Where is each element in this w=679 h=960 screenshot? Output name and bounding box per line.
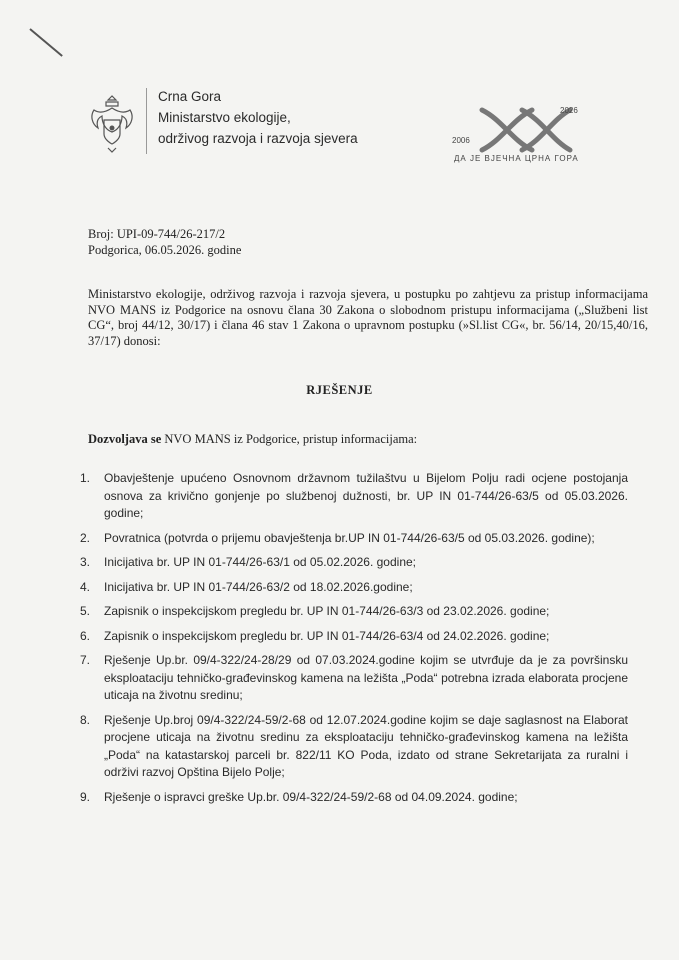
list-item <box>80 470 628 523</box>
intro-paragraph: Ministarstvo ekologije, održivog razvoja i razvoja sjevera, u postupku po zahtjevu za pristup informacijama NVO MANS iz Podgorice na osnovu člana 30 Zakona o slobodnom pristupu informacijama („Službeni list CG“, broj 44/12, 30/17) i člana 46 stav 1 Zakona o upravnom postupku (»Sl.list CG«, br. 56/14, 20/15,40/16, 37/17) donosi: <box>88 287 648 348</box>
letterhead <box>88 84 628 164</box>
ministry-line: Crna Gora <box>158 89 222 104</box>
list-item <box>80 554 628 572</box>
list-item <box>80 579 628 597</box>
list-item-number: 9. <box>80 789 91 804</box>
letterhead-divider <box>146 88 147 154</box>
jubilee-year-end: 2026 <box>560 106 578 115</box>
list-item-number: 5. <box>80 604 91 618</box>
list-item-number: 3. <box>80 555 91 569</box>
list-item-text: Obavještenje upućeno Osnovnom državnom tužilaštvu u Bijelom Polju radi ocjene postojanja osnova za krivično gonjenje po službenoj dužnosti, br. UP IN 01-744/26-63/5 od 05.03.2026. godine; <box>104 471 628 520</box>
jubilee-motto: ДА ЈЕ ВЈЕЧНА ЦРНА ГОРА <box>454 154 579 163</box>
list-item-text: Zapisnik o inspekcijskom pregledu br. UP IN 01-744/26-63/3 od 23.02.2026. godine; <box>104 604 550 618</box>
document-list <box>80 470 628 806</box>
reference-block <box>88 226 241 258</box>
list-item <box>80 530 628 548</box>
grant-rest: NVO MANS iz Podgorice, pristup informacijama: <box>161 432 418 446</box>
list-item-text: Inicijativa br. UP IN 01-744/26-63/2 od 18.02.2026.godine; <box>104 579 413 594</box>
list-item <box>80 603 628 621</box>
list-item-text: Povratnica (potvrda o prijemu obavještenja br.UP IN 01-744/26-63/5 od 05.03.2026. godine); <box>104 530 595 545</box>
list-item-text: Inicijativa br. UP IN 01-744/26-63/1 od 05.02.2026. godine; <box>104 555 416 569</box>
ministry-name <box>158 86 358 149</box>
list-item-text: Rješenje o ispravci greške Up.br. 09/4-322/24-59/2-68 od 04.09.2024. godine; <box>104 789 518 804</box>
list-item <box>80 628 628 646</box>
list-item <box>80 789 628 807</box>
list-item-text: Zapisnik o inspekcijskom pregledu br. UP IN 01-744/26-63/4 od 24.02.2026. godine; <box>104 628 550 643</box>
list-item-number: 4. <box>80 579 91 594</box>
ministry-line: održivog razvoja i razvoja sjevera <box>158 131 358 146</box>
decision-title: RJEŠENJE <box>306 383 373 397</box>
jubilee-year-start: 2006 <box>452 136 470 145</box>
ministry-line: Ministarstvo ekologije, <box>158 110 291 125</box>
list-item <box>80 652 628 705</box>
list-item-number: 6. <box>80 628 91 643</box>
list-item-number: 2. <box>80 530 91 545</box>
list-item <box>80 712 628 782</box>
list-item-text: Rješenje Up.br. 09/4-322/24-28/29 od 07.03.2024.godine kojim se utvrđuje da je za površinsku eksploataciju tehničko-građevinskog kamena na ležišta „Poda“ potrebna izrada elaborata procjene uticaja na životnu sredinu; <box>104 653 628 702</box>
coat-of-arms-icon <box>88 92 136 154</box>
list-item-number: 1. <box>80 471 91 485</box>
list-item-number: 7. <box>80 653 91 667</box>
list-item-text: Rješenje Up.broj 09/4-322/24-59/2-68 od 12.07.2024.godine kojim se daje saglasnost na Elaborat procjene uticaja na životnu sredinu za eksploataciju tehničko-građevinskog kamena na ležišta „Poda“ na katastarskoj parceli br. 822/11 KO Poda, izdato od strane Sekretarijata za ruralni i održivi razvoj Opština Bijelo Polje; <box>104 712 628 779</box>
scan-mark <box>29 28 62 57</box>
reference-place-date: Podgorica, 06.05.2026. godine <box>88 243 242 257</box>
reference-number: Broj: UPI-09-744/26-217/2 <box>88 227 226 241</box>
jubilee-logo <box>452 100 592 180</box>
grant-bold: Dozvoljava se <box>88 432 162 446</box>
list-item-number: 8. <box>80 712 91 727</box>
grant-statement <box>88 432 417 447</box>
